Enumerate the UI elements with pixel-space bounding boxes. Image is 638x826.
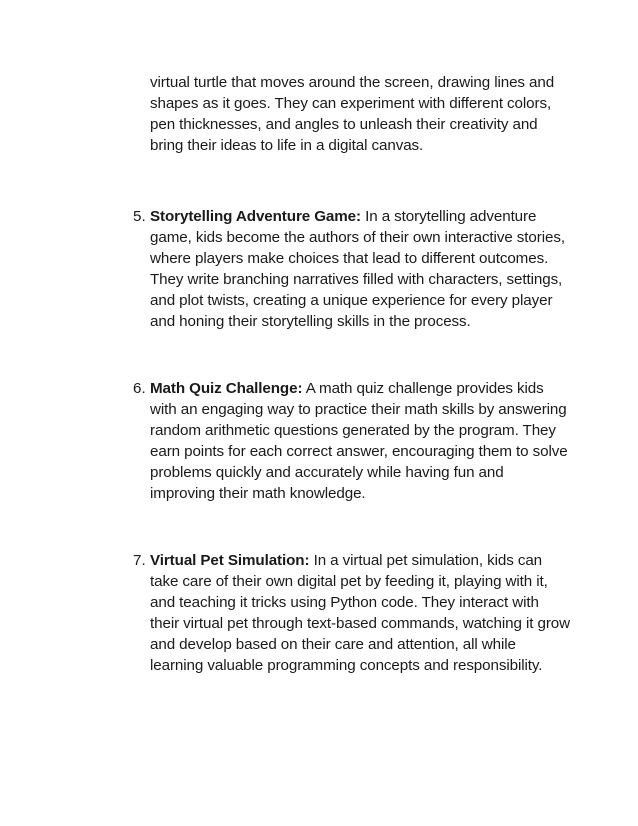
list-item-title: Storytelling Adventure Game: (150, 208, 361, 225)
list-item-text: In a virtual pet simulation, kids can take care of their own digital pet by feeding it, playing with it, and teaching it tricks using Python code. They interact with their virtual pet through text-based commands, watching it grow and develop based on their care and attention, all while learning valuable programming concepts and responsibility. (150, 552, 571, 674)
list-item-body (150, 550, 570, 676)
continuation-paragraph: virtual turtle that moves around the screen, drawing lines and shapes as it goes. They can experiment with different colors, pen thicknesses, and angles to unleash their creativity and bring their ideas to life in a digital canvas. (150, 74, 555, 154)
list-item-number: 6. (133, 380, 146, 397)
list-item-title: Math Quiz Challenge: (150, 380, 303, 397)
list-item-text: In a storytelling adventure game, kids become the authors of their own interactive stories, where players make choices that lead to different outcomes. They write branching narratives filled with characters, settings, and plot twists, creating a unique experience for every player and honing their storytelling skills in the process. (150, 208, 565, 330)
list-item-text: A math quiz challenge provides kids with an engaging way to practice their math skills by answering random arithmetic questions generated by the program. They earn points for each correct answer, encouraging them to solve problems quickly and accurately while having fun and improving their math knowledge. (150, 380, 568, 502)
list-item-title: Virtual Pet Simulation: (150, 552, 310, 569)
list-item-body (150, 206, 570, 332)
list-item-number: 7. (133, 552, 146, 569)
list-item-body (150, 378, 570, 504)
list-item-number: 5. (133, 208, 146, 225)
